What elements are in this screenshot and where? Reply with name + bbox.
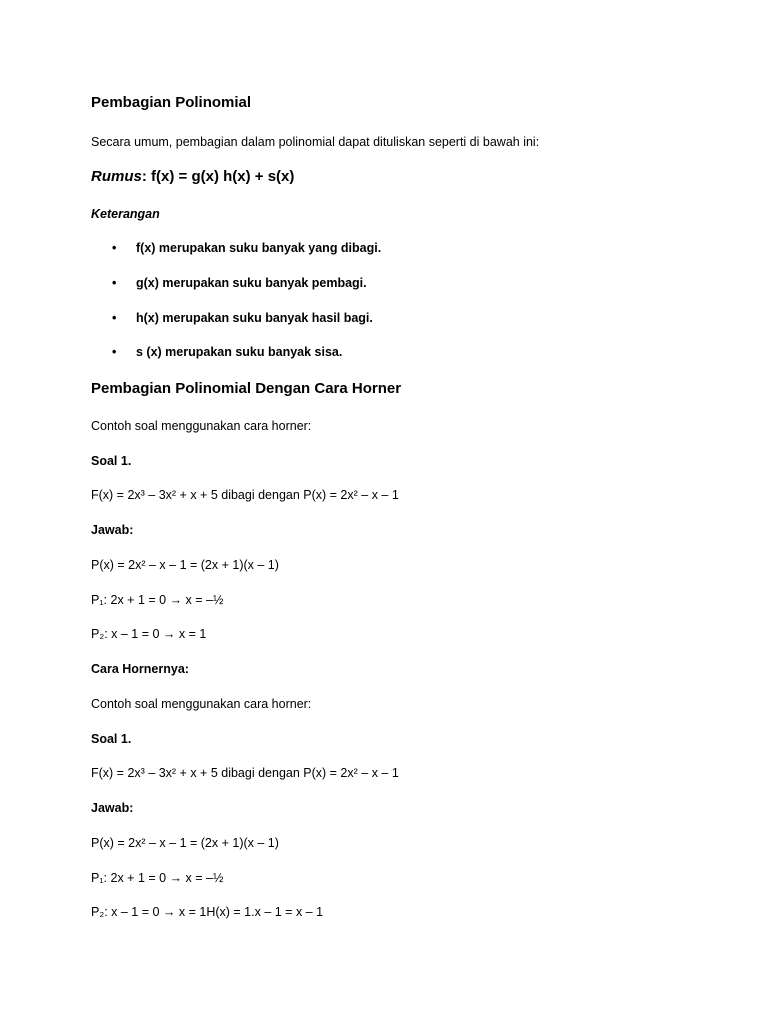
bullet-marker: • [112, 311, 117, 325]
page-title: Pembagian Polinomial [91, 94, 252, 111]
soal-label: Soal 1. [91, 454, 132, 468]
contoh-text: Contoh soal menggunakan cara horner: [91, 419, 312, 433]
bullet-item: f(x) merupakan suku banyak yang dibagi. [136, 241, 382, 255]
problem-statement: F(x) = 2x³ – 3x² + x + 5 dibagi dengan P(x) = 2x² – x – 1 [91, 766, 399, 780]
p2-line: P₂: x – 1 = 0 → x = 1H(x) = 1.x – 1 = x – 1 [91, 905, 324, 919]
cara-hornernya-label: Cara Hornernya: [91, 662, 189, 676]
factorization-line: P(x) = 2x² – x – 1 = (2x + 1)(x – 1) [91, 836, 279, 850]
rumus-colon: : [141, 168, 147, 185]
p1-line: P₁: 2x + 1 = 0 → x = –½ [91, 593, 224, 607]
bullet-item: h(x) merupakan suku banyak hasil bagi. [136, 311, 373, 325]
rumus-line [91, 169, 294, 185]
rumus-label: Rumus [91, 168, 142, 185]
bullet-marker: • [112, 345, 117, 359]
keterangan-heading: Keterangan [91, 207, 160, 221]
jawab-label: Jawab: [91, 801, 134, 815]
p1-line: P₁: 2x + 1 = 0 → x = –½ [91, 871, 224, 885]
bullet-item: s (x) merupakan suku banyak sisa. [136, 345, 343, 359]
intro-paragraph: Secara umum, pembagian dalam polinomial dapat dituliskan seperti di bawah ini: [91, 135, 540, 149]
jawab-label: Jawab: [91, 523, 134, 537]
rumus-formula: f(x) = g(x) h(x) + s(x) [151, 168, 295, 185]
section-heading-horner: Pembagian Polinomial Dengan Cara Horner [91, 380, 402, 397]
problem-statement: F(x) = 2x³ – 3x² + x + 5 dibagi dengan P(x) = 2x² – x – 1 [91, 488, 399, 502]
soal-label: Soal 1. [91, 732, 132, 746]
contoh-text: Contoh soal menggunakan cara horner: [91, 697, 312, 711]
bullet-marker: • [112, 241, 117, 255]
bullet-item: g(x) merupakan suku banyak pembagi. [136, 276, 367, 290]
p2-line: P₂: x – 1 = 0 → x = 1 [91, 627, 207, 641]
bullet-marker: • [112, 276, 117, 290]
factorization-line: P(x) = 2x² – x – 1 = (2x + 1)(x – 1) [91, 558, 279, 572]
